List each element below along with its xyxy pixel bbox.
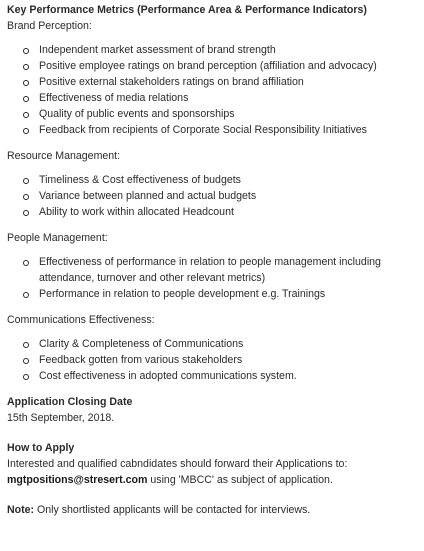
how-to-apply-heading: How to Apply <box>7 442 75 454</box>
bullet-icon <box>23 342 29 348</box>
note-line <box>7 502 418 518</box>
people-management-list <box>7 254 418 302</box>
list-item: Timeliness & Cost effectiveness of budgets <box>7 172 418 188</box>
bullet-icon <box>23 194 29 200</box>
bullet-icon <box>23 260 29 266</box>
email-suffix: using 'MBCC' as subject of application. <box>147 474 333 486</box>
note-label: Note: <box>7 504 35 516</box>
list-item: Variance between planned and actual budgets <box>7 188 418 204</box>
bullet-icon <box>23 374 29 380</box>
list-item: Feedback from recipients of Corporate Social Responsibility Initiatives <box>7 122 418 138</box>
list-item: Clarity & Completeness of Communications <box>7 336 418 352</box>
list-item: Positive external stakeholders ratings on brand affiliation <box>7 74 418 90</box>
section-title-communications-effectiveness: Communications Effectiveness: <box>7 314 155 326</box>
note-text: Only shortlisted applicants will be contacted for interviews. <box>34 504 311 516</box>
bullet-icon <box>23 80 29 86</box>
bullet-icon <box>23 178 29 184</box>
communications-effectiveness-list <box>7 336 418 384</box>
bullet-icon <box>23 210 29 216</box>
list-item: Effectiveness of performance in relation to people management including attendance, turnover and other relevant metrics) <box>7 254 418 286</box>
section-title-brand-perception: Brand Perception: <box>7 20 92 32</box>
list-item: Feedback gotten from various stakeholders <box>7 352 418 368</box>
bullet-icon <box>23 96 29 102</box>
section-title-people-management: People Management: <box>7 232 108 244</box>
bullet-icon <box>23 358 29 364</box>
how-to-apply-text: Interested and qualified cabndidates should forward their Applications to: <box>7 458 348 470</box>
email-line <box>7 472 418 488</box>
bullet-icon <box>23 128 29 134</box>
page-heading: Key Performance Metrics (Performance Area & Performance Indicators) <box>7 4 367 16</box>
bullet-icon <box>23 48 29 54</box>
list-item: Quality of public events and sponsorships <box>7 106 418 122</box>
list-item: Independent market assessment of brand strength <box>7 42 418 58</box>
bullet-icon <box>23 64 29 70</box>
list-item: Ability to work within allocated Headcount <box>7 204 418 220</box>
resource-management-list <box>7 172 418 220</box>
section-title-resource-management: Resource Management: <box>7 150 121 162</box>
bullet-icon <box>23 112 29 118</box>
brand-perception-list <box>7 42 418 138</box>
closing-date-heading: Application Closing Date <box>7 396 133 408</box>
closing-date-value: 15th September, 2018. <box>7 412 115 424</box>
list-item: Effectiveness of media relations <box>7 90 418 106</box>
bullet-icon <box>23 292 29 298</box>
list-item: Performance in relation to people development e.g. Trainings <box>7 286 418 302</box>
email-link[interactable]: mgtpositions@stresert.com <box>7 474 148 486</box>
list-item: Positive employee ratings on brand perception (affiliation and advocacy) <box>7 58 418 74</box>
list-item: Cost effectiveness in adopted communications system. <box>7 368 418 384</box>
